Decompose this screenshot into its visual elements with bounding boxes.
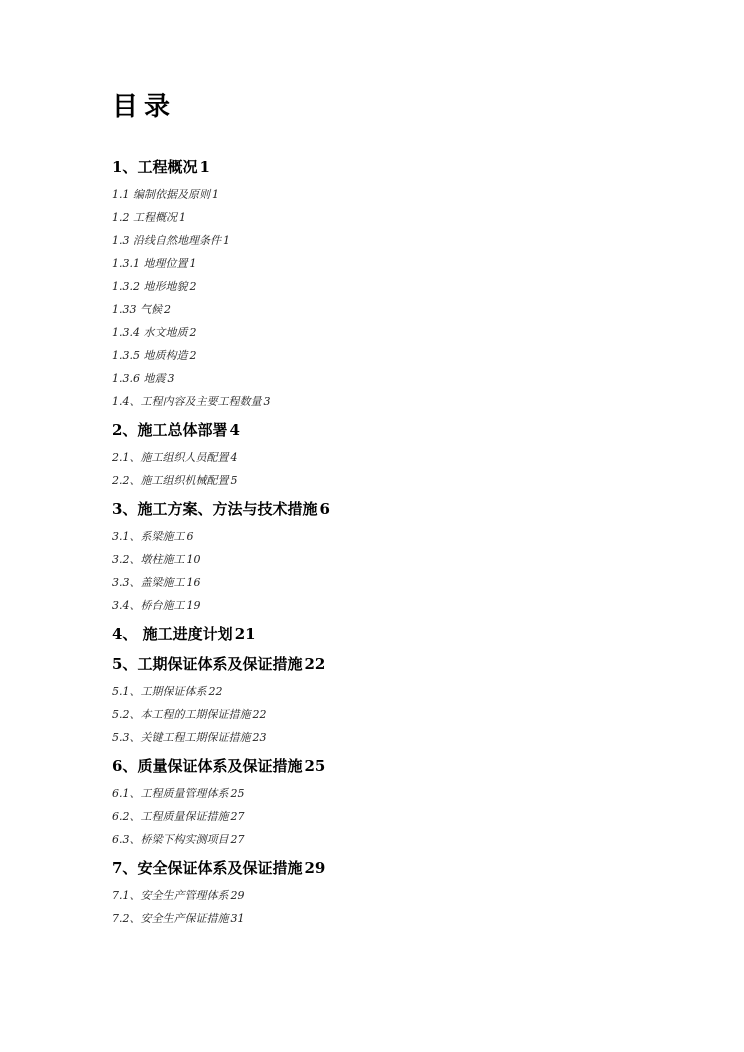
toc-entry-text: 桥梁下构实测项目 [140, 833, 229, 846]
toc-entry-text: 地质构造 [143, 349, 188, 362]
toc-entry-number: 1.3.6 [112, 372, 144, 385]
toc-entry-text: 气候 [140, 303, 162, 316]
toc-entry-number: 1.1 [112, 188, 133, 201]
toc-entry-number: 4、 [112, 625, 143, 643]
toc-entry-number: 6.1、 [112, 787, 141, 800]
toc-entry-page: 22 [208, 685, 223, 698]
toc-entry-number: 3.4、 [112, 599, 141, 612]
toc-entry-page: 1 [189, 257, 197, 270]
toc-section-entry[interactable] [112, 622, 672, 647]
toc-entry-number: 3.3、 [112, 576, 141, 589]
toc-entry-page: 2 [189, 280, 197, 293]
toc-entry-page: 2 [189, 349, 197, 362]
toc-entry-text: 施工组织机械配置 [140, 474, 229, 487]
toc-entry-text: 工程概况 [137, 158, 198, 176]
toc-subsection-entry[interactable] [112, 252, 672, 275]
toc-entry-text: 安全保证体系及保证措施 [137, 859, 303, 877]
toc-subsection-entry[interactable] [112, 446, 672, 469]
toc-entry-page: 4 [229, 421, 240, 439]
toc-entry-number: 6.3、 [112, 833, 141, 846]
toc-entry-page: 25 [230, 787, 245, 800]
toc-entry-text: 安全生产保证措施 [140, 912, 229, 925]
toc-section-entry[interactable] [112, 497, 672, 522]
toc-entry-number: 1.33 [112, 303, 140, 316]
toc-subsection-entry[interactable] [112, 680, 672, 703]
toc-entry-text: 关键工程工期保证措施 [140, 731, 251, 744]
toc-entry-number: 7.2、 [112, 912, 141, 925]
toc-entry-page: 6 [319, 500, 330, 518]
toc-entry-number: 1.3.1 [112, 257, 144, 270]
toc-entry-number: 3、 [112, 500, 138, 518]
toc-subsection-entry[interactable] [112, 469, 672, 492]
toc-subsection-entry[interactable] [112, 275, 672, 298]
toc-entry-text: 安全生产管理体系 [140, 889, 229, 902]
toc-entry-number: 5.3、 [112, 731, 141, 744]
toc-entry-text: 系梁施工 [140, 530, 185, 543]
toc-entry-page: 3 [263, 395, 271, 408]
toc-subsection-entry[interactable] [112, 344, 672, 367]
toc-section-entry[interactable] [112, 155, 672, 180]
toc-section-entry[interactable] [112, 856, 672, 881]
toc-entry-page: 1 [199, 158, 210, 176]
toc-entry-number: 1.4、 [112, 395, 141, 408]
toc-entry-text: 工期保证体系 [140, 685, 207, 698]
toc-entry-number: 5.2、 [112, 708, 141, 721]
toc-entry-text: 地理位置 [143, 257, 188, 270]
toc-entry-page: 22 [252, 708, 267, 721]
toc-subsection-entry[interactable] [112, 571, 672, 594]
toc-entry-number: 1.2 [112, 211, 133, 224]
toc-entry-page: 21 [234, 625, 256, 643]
toc-entry-number: 5、 [112, 655, 138, 673]
toc-entry-text: 工程质量保证措施 [140, 810, 229, 823]
toc-entry-text: 墩柱施工 [140, 553, 185, 566]
toc-entry-page: 1 [212, 188, 219, 201]
toc-entry-page: 25 [304, 757, 326, 775]
toc-entry-text: 本工程的工期保证措施 [140, 708, 251, 721]
toc-title: 目录 [112, 92, 177, 122]
toc-subsection-entry[interactable] [112, 367, 672, 390]
toc-entry-number: 1.3 [112, 234, 133, 247]
toc-subsection-entry[interactable] [112, 884, 672, 907]
toc-entry-text: 水文地质 [143, 326, 188, 339]
toc-subsection-entry[interactable] [112, 703, 672, 726]
toc-entry-page: 1 [223, 234, 230, 247]
toc-entry-page: 19 [186, 599, 201, 612]
toc-entry-page: 4 [230, 451, 238, 464]
toc-entry-number: 7、 [112, 859, 138, 877]
toc-subsection-entry[interactable] [112, 594, 672, 617]
toc-entry-page: 2 [189, 326, 197, 339]
toc-list [112, 150, 672, 930]
toc-entry-page: 23 [252, 731, 267, 744]
toc-entry-page: 2 [164, 303, 171, 316]
toc-subsection-entry[interactable] [112, 525, 672, 548]
toc-subsection-entry[interactable] [112, 907, 672, 930]
toc-subsection-entry[interactable] [112, 390, 672, 413]
toc-entry-text: 编制依据及原则 [133, 188, 210, 201]
toc-entry-page: 10 [186, 553, 201, 566]
toc-entry-number: 2.1、 [112, 451, 141, 464]
toc-section-entry[interactable] [112, 418, 672, 443]
toc-entry-number: 1.3.5 [112, 349, 144, 362]
toc-entry-number: 6.2、 [112, 810, 141, 823]
toc-entry-page: 16 [186, 576, 201, 589]
toc-entry-number: 1、 [112, 158, 138, 176]
toc-entry-page: 22 [304, 655, 326, 673]
toc-entry-page: 1 [179, 211, 186, 224]
toc-subsection-entry[interactable] [112, 206, 672, 229]
toc-entry-text: 工期保证体系及保证措施 [137, 655, 303, 673]
toc-entry-page: 27 [230, 833, 245, 846]
toc-entry-page: 29 [304, 859, 326, 877]
toc-entry-text: 地形地貌 [143, 280, 188, 293]
toc-entry-number: 3.2、 [112, 553, 141, 566]
toc-entry-number: 2.2、 [112, 474, 141, 487]
toc-entry-number: 1.3.2 [112, 280, 144, 293]
toc-entry-text: 施工总体部署 [137, 421, 228, 439]
toc-entry-number: 6、 [112, 757, 138, 775]
toc-entry-number: 1.3.4 [112, 326, 144, 339]
toc-entry-page: 29 [230, 889, 245, 902]
toc-subsection-entry[interactable] [112, 828, 672, 851]
toc-entry-page: 6 [186, 530, 194, 543]
toc-entry-number: 3.1、 [112, 530, 141, 543]
toc-entry-number: 2、 [112, 421, 138, 439]
toc-entry-text: 施工方案、方法与技术措施 [137, 500, 318, 518]
toc-entry-text: 质量保证体系及保证措施 [137, 757, 303, 775]
toc-entry-text: 工程质量管理体系 [140, 787, 229, 800]
toc-subsection-entry[interactable] [112, 183, 672, 206]
toc-subsection-entry[interactable] [112, 548, 672, 571]
toc-entry-text: 桥台施工 [140, 599, 185, 612]
toc-section-entry[interactable] [112, 652, 672, 677]
toc-entry-text: 工程内容及主要工程数量 [140, 395, 262, 408]
toc-subsection-entry[interactable] [112, 229, 672, 252]
toc-entry-text: 工程概况 [133, 211, 177, 224]
toc-subsection-entry[interactable] [112, 321, 672, 344]
toc-entry-number: 5.1、 [112, 685, 141, 698]
toc-entry-text: 施工组织人员配置 [140, 451, 229, 464]
toc-subsection-entry[interactable] [112, 726, 672, 749]
toc-entry-text: 沿线自然地理条件 [133, 234, 221, 247]
toc-entry-page: 27 [230, 810, 245, 823]
toc-entry-page: 3 [167, 372, 175, 385]
toc-entry-text: 盖梁施工 [140, 576, 185, 589]
toc-entry-text: 地震 [143, 372, 166, 385]
toc-entry-number: 7.1、 [112, 889, 141, 902]
toc-section-entry[interactable] [112, 754, 672, 779]
toc-entry-text: 施工进度计划 [142, 625, 233, 643]
toc-entry-page: 5 [230, 474, 238, 487]
toc-subsection-entry[interactable] [112, 805, 672, 828]
toc-entry-page: 31 [230, 912, 245, 925]
toc-subsection-entry[interactable] [112, 298, 672, 321]
toc-subsection-entry[interactable] [112, 782, 672, 805]
